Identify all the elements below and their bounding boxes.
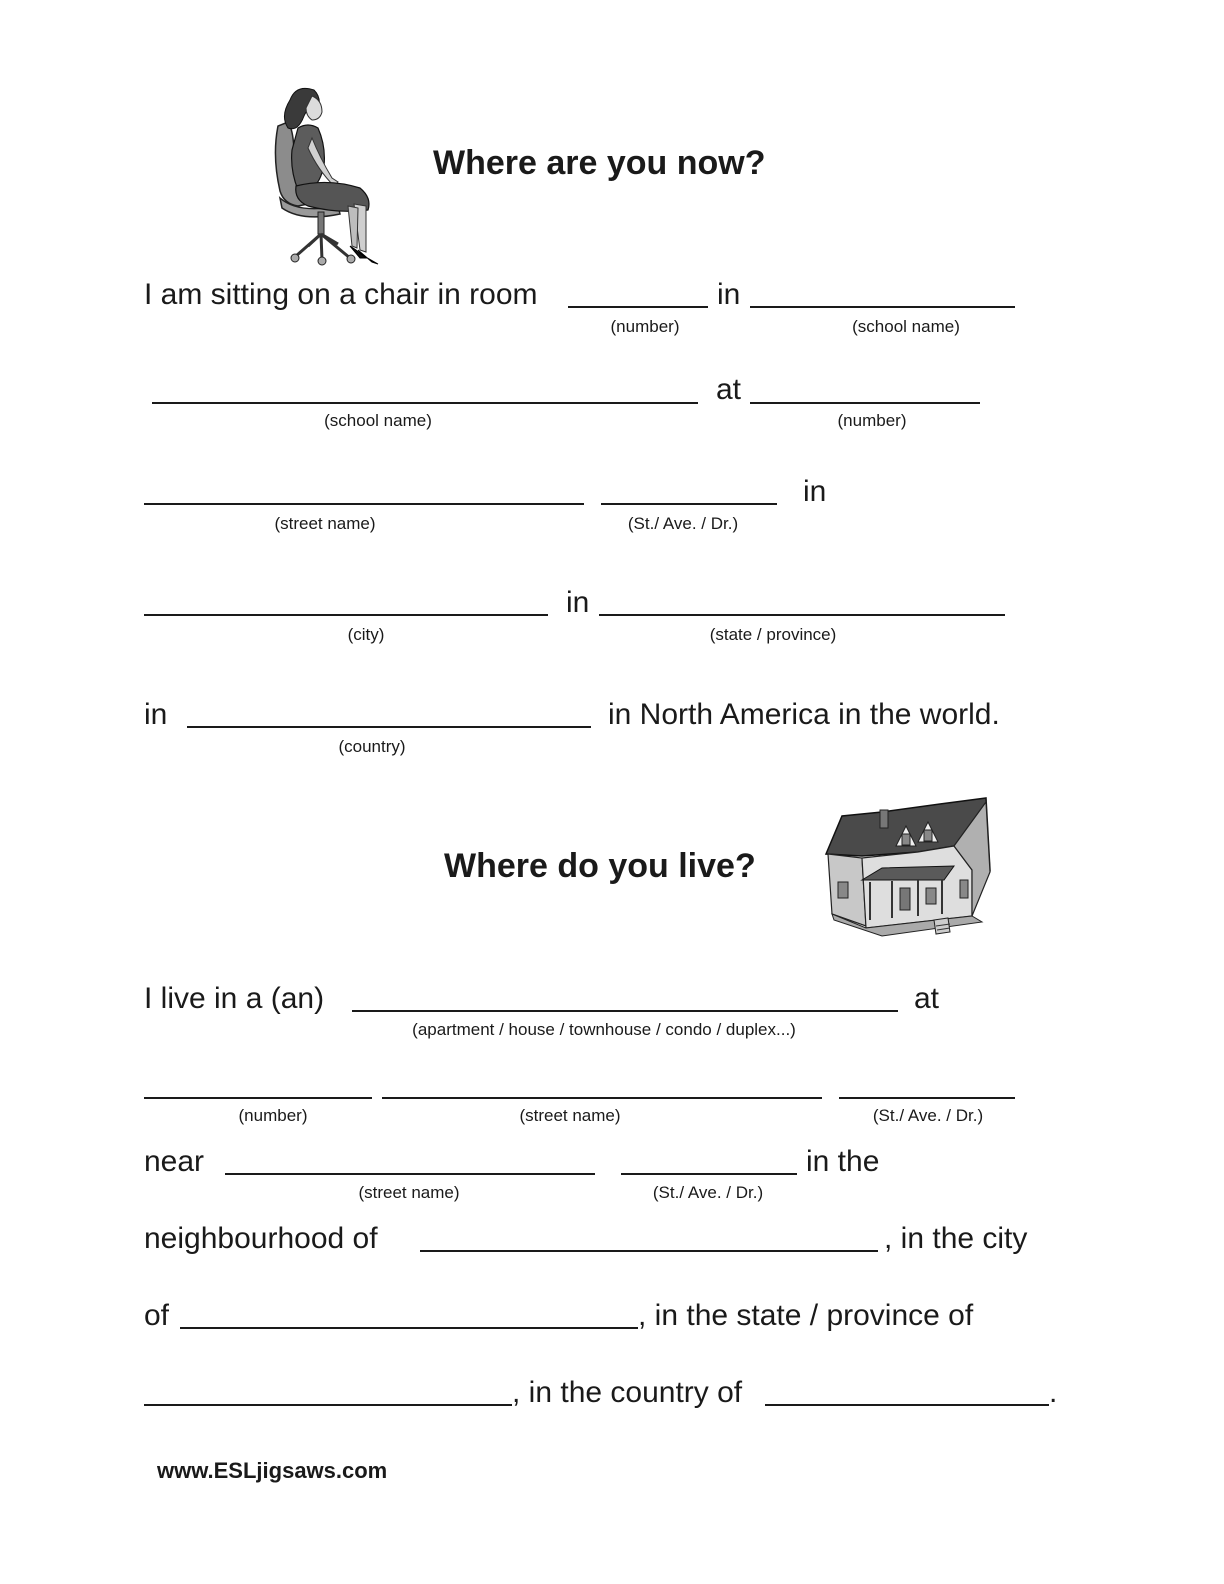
line1-text-b: in [717,278,741,311]
live-line1-text-b: at [914,982,940,1015]
caption-number-2: (number) [837,411,907,430]
house-illustration [822,796,992,946]
woman-on-chair-illustration [268,86,386,268]
section2-title: Where do you live? [444,847,756,885]
home-street-name-blank[interactable] [382,1097,822,1099]
caption-country: (country) [338,737,406,756]
line1-text-a: I am sitting on a chair in room [144,278,538,311]
city-blank[interactable] [144,614,548,616]
caption-near-street-type: (St./ Ave. / Dr.) [652,1183,764,1202]
caption-street-name: (street name) [274,514,376,533]
caption-dwelling-type: (apartment / house / townhouse / condo / duplex...) [412,1020,796,1039]
live-line1-text-a: I live in a (an) [144,982,325,1015]
caption-city: (city) [347,625,385,644]
line5-text-a: in [144,698,168,731]
caption-number: (number) [610,317,680,336]
caption-street-type: (St./ Ave. / Dr.) [627,514,739,533]
caption-home-street-name: (street name) [519,1106,621,1125]
near-street-name-blank[interactable] [225,1173,595,1175]
caption-home-street-type: (St./ Ave. / Dr.) [872,1106,984,1125]
country-of-text: , in the country of [512,1376,743,1409]
line3-text-a: in [803,475,827,508]
country-blank[interactable] [187,726,591,728]
neighbourhood-text: neighbourhood of [144,1222,378,1255]
footer-website: www.ESLjigsaws.com [157,1458,388,1483]
near-text: near [144,1145,205,1178]
address-number-blank[interactable] [750,402,980,404]
home-street-type-blank[interactable] [839,1097,1015,1099]
state-province-blank[interactable] [599,614,1005,616]
caption-school-name-2: (school name) [324,411,432,430]
dwelling-type-blank[interactable] [352,1010,898,1012]
state-province-of-text: , in the state / province of [638,1299,974,1332]
school-name-blank-1[interactable] [750,306,1015,308]
line2-text-a: at [716,373,742,406]
street-type-blank[interactable] [601,503,777,505]
caption-near-street-name: (street name) [358,1183,460,1202]
near-street-type-blank[interactable] [621,1173,797,1175]
home-number-blank[interactable] [144,1097,372,1099]
neighbourhood-blank[interactable] [420,1250,878,1252]
street-name-blank[interactable] [144,503,584,505]
caption-state-province: (state / province) [709,625,837,644]
city-of-blank[interactable] [180,1327,638,1329]
in-the-city-text: , in the city [884,1222,1028,1255]
section1-title: Where are you now? [433,144,766,182]
of-text: of [144,1299,170,1332]
line4-text-a: in [566,586,590,619]
school-name-blank-2[interactable] [152,402,698,404]
country-of-blank[interactable] [765,1404,1049,1406]
state-province-of-blank[interactable] [144,1404,512,1406]
line5-text-b: in North America in the world. [608,698,1000,731]
final-period: . [1049,1376,1058,1409]
in-the-text: in the [806,1145,880,1178]
caption-school-name: (school name) [852,317,960,336]
caption-home-number: (number) [238,1106,308,1125]
room-number-blank[interactable] [568,306,708,308]
